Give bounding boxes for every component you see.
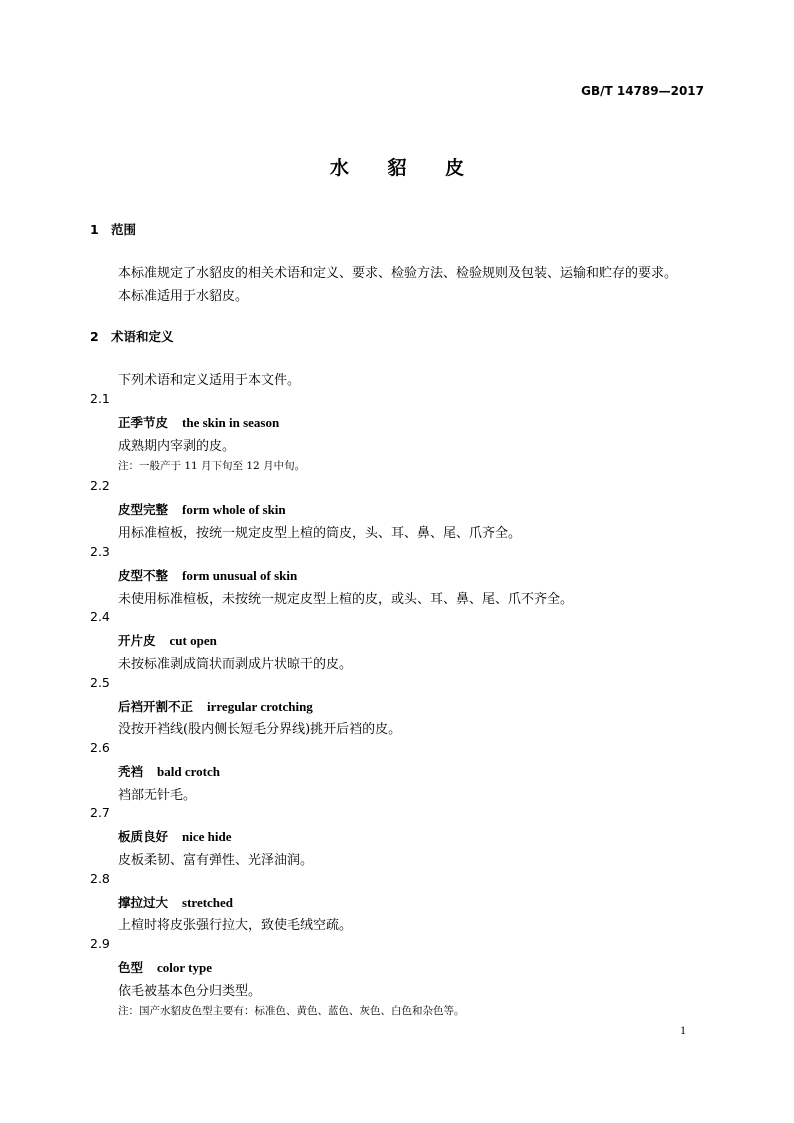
term-english: form whole of skin bbox=[182, 502, 286, 517]
term-english: form unusual of skin bbox=[182, 568, 298, 583]
term-english: stretched bbox=[182, 895, 234, 910]
section-2-title: 术语和定义 bbox=[111, 329, 174, 344]
section-1-paragraph: 本标准规定了水貂皮的相关术语和定义、要求、检验方法、检验规则及包装、运输和贮存的要求。 bbox=[118, 266, 678, 281]
section-1-number: 1 bbox=[90, 222, 99, 237]
term-chinese: 撑拉过大 bbox=[118, 895, 169, 910]
section-2-heading bbox=[90, 327, 174, 345]
page-number: 1 bbox=[680, 1023, 686, 1037]
term-title bbox=[118, 697, 313, 715]
term-chinese: 秃裆 bbox=[118, 764, 144, 779]
term-english: color type bbox=[157, 960, 213, 975]
term-chinese: 色型 bbox=[118, 960, 144, 975]
term-title bbox=[118, 958, 212, 976]
term-number: 2.2 bbox=[90, 478, 110, 493]
term-english: cut open bbox=[169, 633, 217, 648]
term-english: irregular crotching bbox=[207, 699, 313, 714]
term-definition: 没按开裆线(股内侧长短毛分界线)挑开后裆的皮。 bbox=[118, 722, 402, 737]
term-definition: 未按标准剥成筒状而剥成片状晾干的皮。 bbox=[118, 657, 353, 672]
section-2-number: 2 bbox=[90, 329, 99, 344]
term-number: 2.6 bbox=[90, 740, 110, 755]
term-number: 2.8 bbox=[90, 871, 110, 886]
document-title: 水 貂 皮 bbox=[329, 157, 481, 179]
section-2-intro: 下列术语和定义适用于本文件。 bbox=[118, 373, 301, 388]
term-definition: 依毛被基本色分归类型。 bbox=[118, 984, 262, 999]
term-english: bald crotch bbox=[157, 764, 220, 779]
term-title bbox=[118, 893, 233, 911]
term-definition: 用标准楦板，按统一规定皮型上楦的筒皮，头、耳、鼻、尾、爪齐全。 bbox=[118, 526, 522, 541]
term-definition: 上楦时将皮张强行拉大，致使毛绒空疏。 bbox=[118, 918, 353, 933]
term-chinese: 后裆开割不正 bbox=[118, 699, 194, 714]
term-chinese: 开片皮 bbox=[118, 633, 156, 648]
term-number: 2.3 bbox=[90, 544, 110, 559]
section-1-paragraph: 本标准适用于水貂皮。 bbox=[118, 289, 249, 304]
term-title bbox=[118, 413, 279, 431]
term-number: 2.7 bbox=[90, 805, 110, 820]
term-definition: 未使用标准楦板，未按统一规定皮型上楦的皮，或头、耳、鼻、尾、爪不齐全。 bbox=[118, 592, 574, 607]
term-english: the skin in season bbox=[182, 415, 280, 430]
term-title bbox=[118, 500, 286, 518]
term-english: nice hide bbox=[182, 829, 232, 844]
term-chinese: 皮型不整 bbox=[118, 568, 169, 583]
term-note: 注：国产水貂皮色型主要有：标准色、黄色、蓝色、灰色、白色和杂色等。 bbox=[118, 1005, 465, 1017]
term-number: 2.4 bbox=[90, 609, 110, 624]
term-note: 注：一般产于 11 月下旬至 12 月中旬。 bbox=[118, 460, 306, 472]
term-definition: 皮板柔韧、富有弹性、光泽油润。 bbox=[118, 853, 314, 868]
term-definition: 裆部无针毛。 bbox=[118, 788, 197, 803]
section-1-title: 范围 bbox=[111, 222, 137, 237]
term-title bbox=[118, 566, 297, 584]
term-definition: 成熟期内宰剥的皮。 bbox=[118, 439, 236, 454]
term-title bbox=[118, 827, 232, 845]
term-title bbox=[118, 762, 220, 780]
term-number: 2.9 bbox=[90, 936, 110, 951]
term-chinese: 正季节皮 bbox=[118, 415, 169, 430]
term-number: 2.1 bbox=[90, 391, 110, 406]
term-chinese: 皮型完整 bbox=[118, 502, 169, 517]
term-chinese: 板质良好 bbox=[118, 829, 169, 844]
standard-number: GB/T 14789—2017 bbox=[581, 84, 704, 98]
term-number: 2.5 bbox=[90, 675, 110, 690]
term-title bbox=[118, 631, 217, 649]
section-1-heading bbox=[90, 220, 136, 238]
